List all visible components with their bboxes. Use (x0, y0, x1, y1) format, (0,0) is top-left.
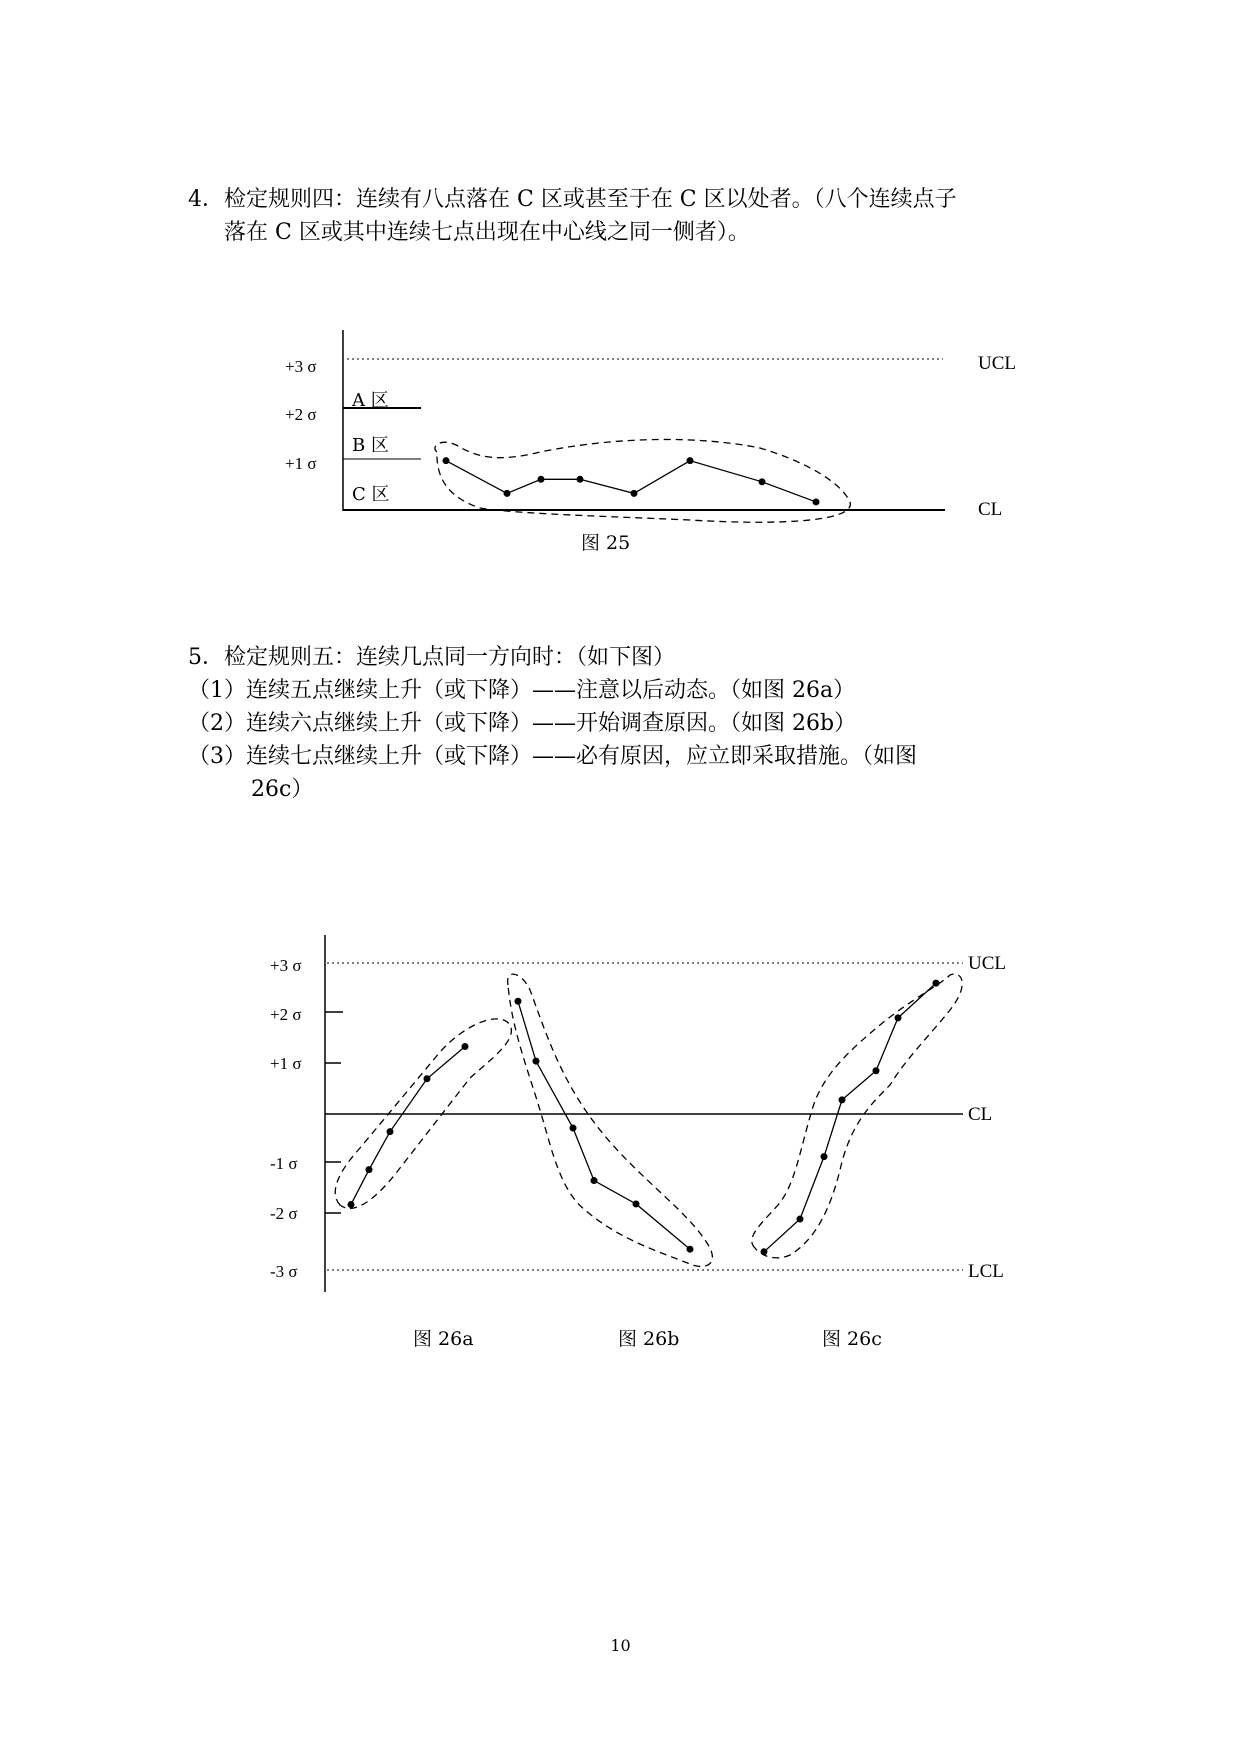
fig25-zone-a: A 区 (352, 390, 389, 411)
page-number: 10 (610, 1636, 631, 1655)
fig25-point-6 (687, 457, 694, 464)
fig25-cl-label: CL (978, 499, 1003, 520)
fig25-point-1 (443, 457, 450, 464)
fig26-cl-label: CL (968, 1104, 993, 1125)
fig26c-point-6 (895, 1014, 902, 1021)
fig26c-caption: 图 26c (822, 1328, 882, 1350)
fig25-ucl-label: UCL (978, 353, 1016, 374)
rule5-item3-line1: （3）连续七点继续上升（或下降）——必有原因，应立即采取措施。（如图 (188, 744, 917, 769)
fig26c-point-1 (761, 1248, 768, 1255)
fig26-label-minus1: -1 σ (270, 1154, 298, 1173)
fig26-ucl-label: UCL (968, 953, 1006, 974)
fig26a-point-1 (348, 1201, 355, 1208)
fig26-label-plus1: +1 σ (270, 1054, 302, 1073)
rule5-item3-line2: 26c） (251, 777, 314, 802)
fig25-point-5 (631, 490, 638, 497)
fig25-series-line (446, 461, 816, 502)
fig25-point-8 (813, 498, 820, 505)
fig26b-caption: 图 26b (618, 1328, 680, 1350)
fig26b-point-4 (591, 1177, 598, 1184)
fig26b-grouping-loop (508, 974, 713, 1266)
fig25-zone-c: C 区 (352, 484, 390, 505)
fig26-label-minus3: -3 σ (270, 1262, 298, 1281)
fig25-zone-b: B 区 (352, 435, 389, 456)
fig26-label-minus2: -2 σ (270, 1204, 298, 1223)
rule5-item2: （2）连续六点继续上升（或下降）——开始调查原因。（如图 26b） (188, 711, 857, 736)
fig26c-grouping-loop (752, 974, 962, 1258)
fig26a-caption: 图 26a (413, 1328, 474, 1350)
rule5-title: 5．检定规则五：连续几点同一方向时：（如下图） (188, 645, 675, 670)
fig26c-point-7 (933, 980, 940, 987)
fig26c-series-line (764, 983, 936, 1252)
rule5-item1: （1）连续五点继续上升（或下降）——注意以后动态。（如图 26a） (188, 678, 856, 703)
fig26-label-plus3: +3 σ (270, 956, 302, 975)
fig25-point-2 (504, 490, 511, 497)
fig26a-point-5 (462, 1043, 469, 1050)
fig25-label-plus1: +1 σ (285, 454, 317, 473)
rule4-line2: 落在 C 区或其中连续七点出现在中心线之同一侧者）。 (224, 220, 750, 245)
fig26c-point-4 (839, 1096, 846, 1103)
fig26a-grouping-loop (335, 1019, 511, 1209)
fig26b-series-line (518, 1001, 690, 1249)
fig25-caption: 图 25 (581, 532, 631, 554)
fig26a-point-4 (424, 1075, 431, 1082)
fig26a-point-2 (366, 1166, 373, 1173)
fig25-point-7 (759, 478, 766, 485)
fig26-label-plus2: +2 σ (270, 1005, 302, 1024)
fig25-point-3 (538, 476, 545, 483)
fig25-point-4 (577, 476, 584, 483)
fig26c-point-5 (873, 1067, 880, 1074)
fig26b-point-6 (687, 1246, 694, 1253)
rule4-line1: 4．检定规则四：连续有八点落在 C 区或甚至于在 C 区以处者。（八个连续点子 (188, 187, 957, 212)
fig25-label-plus3: +3 σ (285, 357, 317, 376)
fig25-grouping-loop (435, 439, 850, 522)
fig26a-point-3 (387, 1128, 394, 1135)
fig25-label-plus2: +2 σ (285, 405, 317, 424)
fig26b-point-2 (533, 1058, 540, 1065)
fig26a-series-line (351, 1047, 465, 1205)
fig26c-point-3 (821, 1153, 828, 1160)
fig26b-point-1 (515, 998, 522, 1005)
fig26b-point-5 (633, 1200, 640, 1207)
fig26b-point-3 (570, 1125, 577, 1132)
fig26c-point-2 (797, 1216, 804, 1223)
fig26-lcl-label: LCL (968, 1261, 1004, 1282)
